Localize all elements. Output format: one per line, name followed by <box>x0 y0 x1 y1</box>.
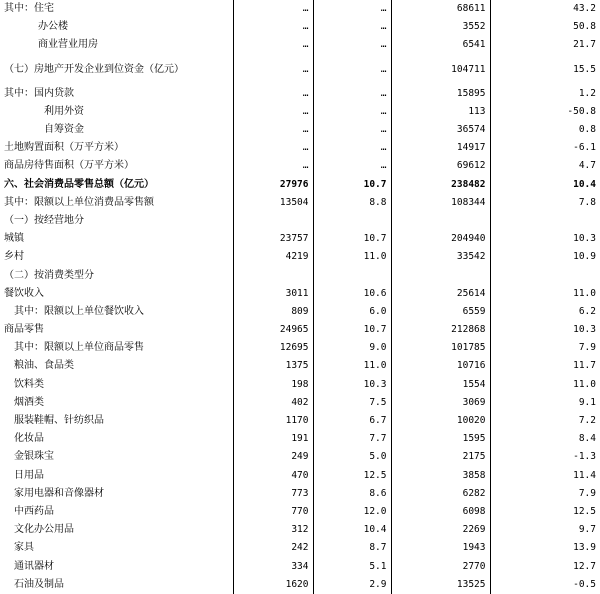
cell-value-1: 249 <box>233 448 313 466</box>
cell-value-3: 25614 <box>391 285 490 303</box>
cell-value-3: 204940 <box>391 230 490 248</box>
cell-value-3: 1943 <box>391 539 490 557</box>
table-row <box>0 176 600 194</box>
cell-value-3: 68611 <box>391 0 490 18</box>
cell-value-3: 6559 <box>391 303 490 321</box>
table-row <box>0 376 600 394</box>
cell-value-1: 1170 <box>233 412 313 430</box>
cell-value-4: 11.0 <box>490 285 600 303</box>
cell-value-3: 1554 <box>391 376 490 394</box>
cell-value-2: … <box>313 55 391 85</box>
cell-value-1: 198 <box>233 376 313 394</box>
cell-value-1: … <box>233 103 313 121</box>
cell-value-4: 13.9 <box>490 539 600 557</box>
cell-value-2: 6.7 <box>313 412 391 430</box>
cell-value-2: 12.0 <box>313 503 391 521</box>
cell-value-1: 1375 <box>233 357 313 375</box>
table-row <box>0 321 600 339</box>
cell-value-4: 7.2 <box>490 412 600 430</box>
table-row <box>0 503 600 521</box>
cell-value-1: 23757 <box>233 230 313 248</box>
table-row <box>0 467 600 485</box>
row-label: 金银珠宝 <box>14 451 54 463</box>
row-label: 其中：限额以上单位商品零售 <box>14 342 144 354</box>
cell-value-3: 104711 <box>391 55 490 85</box>
row-label: 餐饮收入 <box>4 287 44 299</box>
cell-value-2: 10.7 <box>313 230 391 248</box>
row-label: 其中：限额以上单位消费品零售额 <box>4 196 154 208</box>
cell-value-2: 8.8 <box>313 194 391 212</box>
cell-value-3: 238482 <box>391 176 490 194</box>
table-row <box>0 266 600 284</box>
cell-value-4: 4.7 <box>490 157 600 175</box>
table-row <box>0 339 600 357</box>
row-label: 化妆品 <box>14 433 44 445</box>
cell-value-1: 1620 <box>233 576 313 594</box>
cell-value-4: 9.1 <box>490 394 600 412</box>
row-label: 石油及制品 <box>14 578 64 590</box>
cell-value-4: 10.4 <box>490 176 600 194</box>
table-row <box>0 55 600 85</box>
cell-value-2: … <box>313 85 391 103</box>
cell-value-4: 7.8 <box>490 194 600 212</box>
cell-value-2: 10.3 <box>313 376 391 394</box>
cell-value-3: 113 <box>391 103 490 121</box>
cell-value-2: … <box>313 36 391 54</box>
table-row <box>0 18 600 36</box>
table-row <box>0 394 600 412</box>
cell-value-4: 8.4 <box>490 430 600 448</box>
cell-value-2: 7.7 <box>313 430 391 448</box>
cell-value-1: 191 <box>233 430 313 448</box>
table-row <box>0 0 600 18</box>
table-row <box>0 285 600 303</box>
cell-value-2: 7.5 <box>313 394 391 412</box>
cell-value-2: 5.1 <box>313 557 391 575</box>
cell-value-4: 21.7 <box>490 36 600 54</box>
cell-value-2: 11.0 <box>313 248 391 266</box>
cell-value-4: 9.7 <box>490 521 600 539</box>
cell-value-3: 6282 <box>391 485 490 503</box>
cell-value-3: 2770 <box>391 557 490 575</box>
cell-value-1: 4219 <box>233 248 313 266</box>
cell-value-2: 12.5 <box>313 467 391 485</box>
cell-value-2: … <box>313 18 391 36</box>
row-label: 商业营业用房 <box>38 39 98 51</box>
cell-value-2: 11.0 <box>313 357 391 375</box>
table-row <box>0 557 600 575</box>
row-label: 家用电器和音像器材 <box>14 487 104 499</box>
row-label: 服装鞋帽、针纺织品 <box>14 415 104 427</box>
cell-value-3: 6541 <box>391 36 490 54</box>
cell-value-1 <box>233 212 313 230</box>
cell-value-2: 10.7 <box>313 321 391 339</box>
cell-value-3: 13525 <box>391 576 490 594</box>
cell-value-3: 10020 <box>391 412 490 430</box>
table-row <box>0 485 600 503</box>
cell-value-1: … <box>233 121 313 139</box>
cell-value-4: 12.5 <box>490 503 600 521</box>
cell-value-2: … <box>313 157 391 175</box>
row-label: 家具 <box>14 542 34 554</box>
row-label: 烟酒类 <box>14 396 44 408</box>
cell-value-2: 10.4 <box>313 521 391 539</box>
cell-value-3: 69612 <box>391 157 490 175</box>
cell-value-4: 1.2 <box>490 85 600 103</box>
cell-value-2: 2.9 <box>313 576 391 594</box>
row-label: 利用外资 <box>44 105 84 117</box>
cell-value-1: 13504 <box>233 194 313 212</box>
row-label: （一）按经营地分 <box>4 214 84 226</box>
cell-value-1: … <box>233 157 313 175</box>
cell-value-4: 43.2 <box>490 0 600 18</box>
table-row <box>0 139 600 157</box>
cell-value-1: 312 <box>233 521 313 539</box>
cell-value-1: … <box>233 85 313 103</box>
table-row <box>0 103 600 121</box>
cell-value-3: 3858 <box>391 467 490 485</box>
cell-value-4: 10.3 <box>490 230 600 248</box>
row-label: 其中：限额以上单位餐饮收入 <box>14 305 144 317</box>
cell-value-2: 10.7 <box>313 176 391 194</box>
cell-value-1: 770 <box>233 503 313 521</box>
row-label: 六、社会消费品零售总额（亿元） <box>4 178 154 190</box>
table-row <box>0 357 600 375</box>
cell-value-2 <box>313 212 391 230</box>
table-row <box>0 248 600 266</box>
cell-value-4: 50.8 <box>490 18 600 36</box>
cell-value-1: 3011 <box>233 285 313 303</box>
row-label: 日用品 <box>14 469 44 481</box>
table-row <box>0 157 600 175</box>
cell-value-4: 11.7 <box>490 357 600 375</box>
cell-value-1: 470 <box>233 467 313 485</box>
cell-value-4: 0.8 <box>490 121 600 139</box>
cell-value-3: 3069 <box>391 394 490 412</box>
cell-value-1: 773 <box>233 485 313 503</box>
cell-value-4: 12.7 <box>490 557 600 575</box>
cell-value-3: 212868 <box>391 321 490 339</box>
cell-value-2: … <box>313 103 391 121</box>
cell-value-1: … <box>233 0 313 18</box>
cell-value-4: -6.1 <box>490 139 600 157</box>
cell-value-3: 2269 <box>391 521 490 539</box>
table-row <box>0 521 600 539</box>
cell-value-1: 24965 <box>233 321 313 339</box>
table-row <box>0 230 600 248</box>
row-label: 自筹资金 <box>44 124 84 136</box>
cell-value-3: 14917 <box>391 139 490 157</box>
row-label: 通讯器材 <box>14 560 54 572</box>
cell-value-1 <box>233 266 313 284</box>
table-row <box>0 539 600 557</box>
cell-value-4: 11.0 <box>490 376 600 394</box>
cell-value-3: 36574 <box>391 121 490 139</box>
row-label: 城镇 <box>4 233 24 245</box>
cell-value-4: -1.3 <box>490 448 600 466</box>
row-label: 文化办公用品 <box>14 524 74 536</box>
cell-value-1: 242 <box>233 539 313 557</box>
row-label: （二）按消费类型分 <box>4 269 94 281</box>
cell-value-3: 3552 <box>391 18 490 36</box>
row-label: 其中：住宅 <box>4 3 54 15</box>
cell-value-3: 101785 <box>391 339 490 357</box>
cell-value-4: -50.8 <box>490 103 600 121</box>
cell-value-4: 15.5 <box>490 55 600 85</box>
cell-value-2 <box>313 266 391 284</box>
row-label: 乡村 <box>4 251 24 263</box>
cell-value-4: 7.9 <box>490 339 600 357</box>
cell-value-2: 8.7 <box>313 539 391 557</box>
table-row <box>0 121 600 139</box>
cell-value-4: 6.2 <box>490 303 600 321</box>
cell-value-4: 11.4 <box>490 467 600 485</box>
cell-value-1: 334 <box>233 557 313 575</box>
table-row <box>0 85 600 103</box>
cell-value-1: … <box>233 139 313 157</box>
cell-value-3 <box>391 212 490 230</box>
cell-value-2: 5.0 <box>313 448 391 466</box>
table-row <box>0 448 600 466</box>
row-label: 饮料类 <box>14 378 44 390</box>
cell-value-3: 15895 <box>391 85 490 103</box>
cell-value-2: 6.0 <box>313 303 391 321</box>
cell-value-2: 10.6 <box>313 285 391 303</box>
row-label: 商品房待售面积（万平方米） <box>4 160 134 172</box>
cell-value-3 <box>391 266 490 284</box>
cell-value-2: 8.6 <box>313 485 391 503</box>
row-label: 商品零售 <box>4 324 44 336</box>
cell-value-3: 108344 <box>391 194 490 212</box>
cell-value-3: 10716 <box>391 357 490 375</box>
row-label: 中西药品 <box>14 505 54 517</box>
row-label: 办公楼 <box>38 21 68 33</box>
table-row <box>0 412 600 430</box>
row-label: 其中：国内贷款 <box>4 87 74 99</box>
cell-value-2: … <box>313 139 391 157</box>
cell-value-4 <box>490 212 600 230</box>
cell-value-4: 10.9 <box>490 248 600 266</box>
cell-value-4: 7.9 <box>490 485 600 503</box>
cell-value-1: 12695 <box>233 339 313 357</box>
table-row <box>0 576 600 594</box>
row-label: 土地购置面积（万平方米） <box>4 142 124 154</box>
table-row <box>0 36 600 54</box>
cell-value-1: … <box>233 18 313 36</box>
table-row <box>0 303 600 321</box>
cell-value-3: 6098 <box>391 503 490 521</box>
cell-value-3: 33542 <box>391 248 490 266</box>
cell-value-2: … <box>313 121 391 139</box>
cell-value-4: 10.3 <box>490 321 600 339</box>
table-row <box>0 430 600 448</box>
cell-value-2: … <box>313 0 391 18</box>
cell-value-3: 2175 <box>391 448 490 466</box>
table-row <box>0 194 600 212</box>
row-label: （七）房地产开发企业到位资金（亿元） <box>4 64 184 76</box>
cell-value-4 <box>490 266 600 284</box>
cell-value-1: 27976 <box>233 176 313 194</box>
cell-value-3: 1595 <box>391 430 490 448</box>
cell-value-1: 402 <box>233 394 313 412</box>
table-row <box>0 212 600 230</box>
cell-value-1: 809 <box>233 303 313 321</box>
row-label: 粮油、食品类 <box>14 360 74 372</box>
cell-value-1: … <box>233 55 313 85</box>
cell-value-1: … <box>233 36 313 54</box>
cell-value-2: 9.0 <box>313 339 391 357</box>
cell-value-4: -0.5 <box>490 576 600 594</box>
